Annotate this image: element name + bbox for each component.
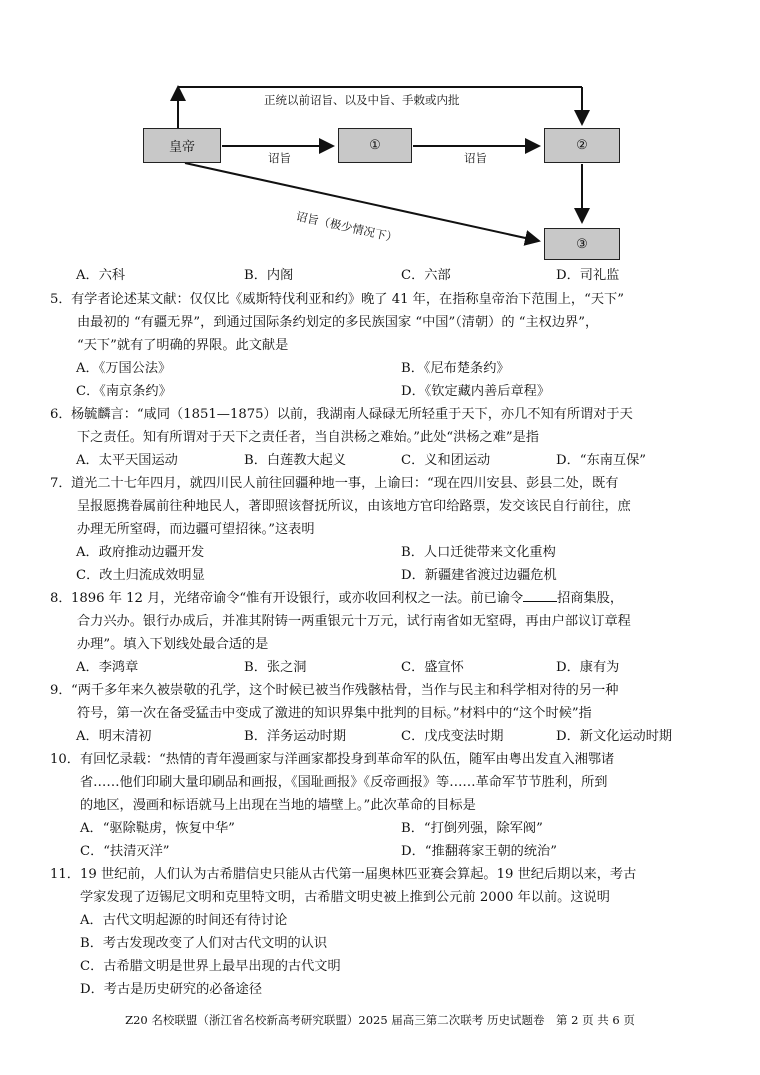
- q7-line-3: 办理无所窒碍，而边疆可望招徕。”这表明: [77, 522, 315, 537]
- q6-option-c[interactable]: C．义和团运动: [401, 453, 491, 468]
- q5-number: 5．: [50, 292, 72, 307]
- q7-line-2: 呈报愿携眷属前往种地民人，著即照该督抚所议，由该地方官印给路票，发交该民自行前往，庶: [77, 499, 631, 514]
- q9-option-b[interactable]: B．洋务运动时期: [244, 729, 347, 744]
- q10-option-a[interactable]: A．“驱除鞑虏，恢复中华”: [80, 821, 235, 836]
- q10-option-b[interactable]: B．“打倒列强，除军阀”: [401, 821, 543, 836]
- q5-option-d[interactable]: D．《钦定藏内善后章程》: [401, 384, 551, 399]
- q5-option-b[interactable]: B．《尼布楚条约》: [401, 361, 510, 376]
- q11-option-a[interactable]: A．古代文明起源的时间还有待讨论: [80, 913, 288, 928]
- edict-label-1: 诏旨: [268, 151, 291, 165]
- box-3: [544, 228, 620, 260]
- q10-number: 10．: [50, 752, 80, 767]
- q5-line-1: 有学者论述某文献：仅仅比《威斯特伐利亚和约》晚了 41 年，在指称皇帝治下范围上，“天下”: [71, 292, 624, 307]
- q8-option-a[interactable]: A．李鸿章: [76, 660, 139, 675]
- q7-number: 7．: [50, 476, 72, 491]
- q10-line-3: 的地区，漫画和标语就马上出现在当地的墙壁上。”此次革命的目标是: [80, 798, 476, 813]
- q10-line-1: 有回忆录载：“热情的青年漫画家与洋画家都投身到革命军的队伍，随军由粤出发直入湘鄂诸: [80, 752, 615, 767]
- q9-option-a[interactable]: A．明末清初: [76, 729, 152, 744]
- q7-option-c[interactable]: C．改土归流成效明显: [76, 568, 205, 583]
- q8-line-2: 合力兴办。银行办成后，并准其附铸一两重银元十万元，试行南省如无窒碍，再由户部议订章程: [77, 614, 631, 629]
- q5-option-a[interactable]: A．《万国公法》: [76, 361, 172, 376]
- q6-option-d[interactable]: D．“东南互保”: [556, 453, 646, 468]
- q11-number: 11．: [50, 867, 80, 882]
- box-2: [544, 128, 620, 163]
- q8-line-1-start: 1896 年 12 月，光绪帝谕令“惟有开设银行，或亦收回利权之一法。前已谕令: [71, 591, 524, 606]
- q9-number: 9．: [50, 683, 72, 698]
- box-3-label: ③: [576, 236, 588, 252]
- q5-line-2: 由最初的 “有疆无界”，到通过国际条约划定的多民族国家 “中国”（清朝）的 “主权边界”，: [77, 315, 599, 330]
- q10-line-2: 省……他们印刷大量印刷品和画报，《国耻画报》《反帝画报》等……革命军节节胜利，所到: [80, 775, 608, 790]
- q8-answer-blank[interactable]: [523, 589, 557, 602]
- q6-line-1: 杨毓麟言：“咸同（1851—1875）以前，我湖南人碌碌无所轻重于天下，亦几不知有所谓对于天: [71, 407, 633, 422]
- q11-line-2: 学家发现了迈锡尼文明和克里特文明，古希腊文明史被上推到公元前 2000 年以前。这说明: [80, 890, 610, 905]
- q9-option-c[interactable]: C．戊戌变法时期: [401, 729, 504, 744]
- q8-line-3: 办理”。填入下划线处最合适的是: [77, 637, 269, 652]
- emperor-label: 皇帝: [168, 140, 195, 155]
- q6-line-2: 下之责任。知有所谓对于天下之责任者，当自洪杨之难始。”此处“洪杨之难”是指: [77, 430, 539, 445]
- q8-number: 8．: [50, 591, 72, 606]
- q4-option-a[interactable]: A．六科: [76, 268, 126, 283]
- q9-option-d[interactable]: D．新文化运动时期: [556, 729, 673, 744]
- q4-option-b[interactable]: B．内阁: [244, 268, 294, 283]
- q8-option-b[interactable]: B．张之洞: [244, 660, 307, 675]
- box-1: [338, 128, 412, 163]
- q11-option-c[interactable]: C．古希腊文明是世界上最早出现的古代文明: [80, 959, 341, 974]
- q10-option-d[interactable]: D．“推翻蒋家王朝的统治”: [401, 844, 557, 859]
- q6-option-b[interactable]: B．白莲教大起义: [244, 453, 347, 468]
- q9-line-2: 符号，第一次在备受猛击中变成了激进的知识界集中批判的目标。”材料中的“这个时候”指: [77, 706, 592, 721]
- q6-option-a[interactable]: A．太平天国运动: [76, 453, 178, 468]
- q4-option-d[interactable]: D．司礼监: [556, 268, 620, 283]
- q5-option-c[interactable]: C．《南京条约》: [76, 384, 172, 399]
- q8-line-1-end: 招商集股，: [557, 591, 624, 606]
- q4-option-c[interactable]: C．六部: [401, 268, 451, 283]
- top-route-label: 正统以前诏旨、以及中旨、手敕或内批: [264, 93, 460, 107]
- box-1-label: ①: [369, 138, 381, 153]
- q8-option-d[interactable]: D．康有为: [556, 660, 620, 675]
- q8-option-c[interactable]: C．盛宣怀: [401, 660, 464, 675]
- q10-option-c[interactable]: C．“扶清灭洋”: [80, 844, 170, 859]
- box-2-label: ②: [576, 138, 588, 153]
- q11-option-b[interactable]: B．考古发现改变了人们对古代文明的认识: [80, 936, 328, 951]
- q7-option-b[interactable]: B．人口迁徙带来文化重构: [401, 545, 556, 560]
- diagonal-route-label: 诏旨（极少情况下）: [294, 208, 399, 246]
- q7-option-d[interactable]: D．新疆建省渡过边疆危机: [401, 568, 557, 583]
- edict-label-2: 诏旨: [464, 151, 487, 165]
- q9-line-1: “两千多年来久被崇敬的孔学，这个时候已被当作残骸枯骨，当作与民主和科学相对待的另一种: [71, 683, 619, 698]
- institution-flow-diagram: [0, 0, 760, 265]
- emperor-box: [143, 128, 221, 163]
- q11-option-d[interactable]: D．考古是历史研究的必备途径: [80, 982, 263, 997]
- q7-option-a[interactable]: A．政府推动边疆开发: [76, 545, 205, 560]
- q5-line-3: “天下”就有了明确的界限。此文献是: [77, 338, 289, 353]
- q11-line-1: 19 世纪前，人们认为古希腊信史只能从古代第一届奥林匹亚赛会算起。19 世纪后期以来，考古: [80, 867, 637, 882]
- q8-line-1: [71, 589, 623, 609]
- q6-number: 6．: [50, 407, 72, 422]
- page-footer: Z20 名校联盟（浙江省名校新高考研究联盟）2025 届高三第二次联考 历史试题卷 第 2 页 共 6 页: [125, 1013, 635, 1027]
- q7-line-1: 道光二十七年四月，就四川民人前往回疆种地一事，上谕曰：“现在四川安县、彭县二处，既有: [71, 476, 619, 491]
